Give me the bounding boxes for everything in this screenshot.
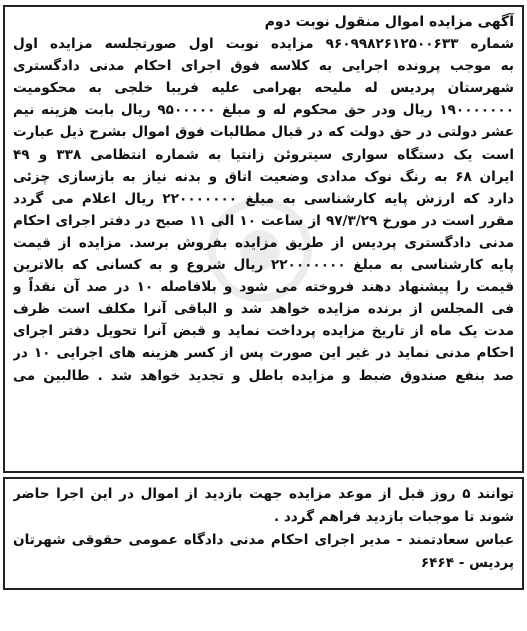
notice-body-line: به موجب پرونده اجرایی به کلاسه فوق اجرای احکام مدنی دادگستری — [13, 58, 514, 75]
notice-body-line: پایه کارشناسی به مبلغ ۲۲۰۰۰۰۰۰۰ ریال شروع و به کسانی که بالاترین — [13, 257, 514, 274]
notice-body-line: مدت یک ماه از تاریخ مزایده پرداخت نماید و قبض آنرا تحویل دفتر اجرای — [13, 323, 514, 340]
notice-body-line: عشر دولتی در حق دولت که در قبال مطالبات فوق اموال بشرح ذیل عبارت — [13, 124, 514, 141]
notice-body-line: دارد که ارزش پایه کارشناسی به مبلغ ۲۲۰۰۰۰۰۰۰ ریال اعلام می گردد — [13, 190, 514, 207]
notice-body-line: قیمت را پیشنهاد دهند فروخته می شود و بلافاصله ۱۰ در صد آن نقداً و — [13, 279, 514, 296]
notice-footer-line: شوند تا موجبات بازدید فراهم گردد . — [273, 509, 514, 525]
notice-body-line: شماره ۹۶۰۹۹۸۲۶۱۲۵۰۰۶۳۳ مزایده نوبت اول صورتجلسه مزایده اول — [13, 36, 514, 53]
notice-body-line: صد بنفع صندوق ضبط و مزایده باطل و تجدید خواهد شد . طالبین می — [13, 367, 514, 384]
notice-body-line: مقرر است در مورخ ۹۷/۳/۲۹ از ساعت ۱۰ الی ۱۱ صبح در دفتر اجرای احکام — [13, 212, 514, 229]
notice-code: پردیس - ۶۴۶۴ — [420, 555, 514, 571]
notice-body-line: مدنی دادگستری پردیس از طریق مزایده بفروش برسد. مزایده از قیمت — [13, 234, 514, 251]
notice-body-line: ۱۹۰۰۰۰۰۰۰ ریال ودر حق محکوم له و مبلغ ۹۵۰۰۰۰۰ ریال بابت هزینه نیم — [13, 102, 514, 119]
notice-main-box — [3, 5, 524, 473]
notice-body-line: است یک دستگاه سواری سیتروئن زانتیا به شماره انتظامی ۳۳۸ و ۴۹ — [13, 146, 514, 163]
notice-body-line: شهرستان پردیس له ملیحه بهرامی علیه فریبا خلجی به محکومیت — [13, 80, 514, 97]
notice-title: آگهی مزایده اموال منقول نوبت دوم — [264, 14, 514, 30]
notice-footer-line: توانند ۵ روز قبل از موعد مزایده جهت بازدید از اموال در این اجرا حاضر — [13, 486, 514, 502]
notice-footer-box — [3, 477, 524, 590]
notice-signature: عباس سعادتمند - مدیر اجرای احکام مدنی دادگاه عمومی حقوقی شهرتان — [13, 532, 514, 548]
notice-body-line: ایران ۶۸ به رنگ نوک مدادی وضعیت اتاق و بدنه نیاز به بازسازی چزئی — [13, 168, 514, 185]
notice-body-line: احکام مدنی نماید در غیر این صورت پس از کسر هزینه های اجرایی ۱۰ در — [13, 345, 514, 362]
notice-body-line: فی المجلس از برنده مزایده خواهد شد و الباقی آنرا مکلف است ظرف — [13, 301, 514, 318]
